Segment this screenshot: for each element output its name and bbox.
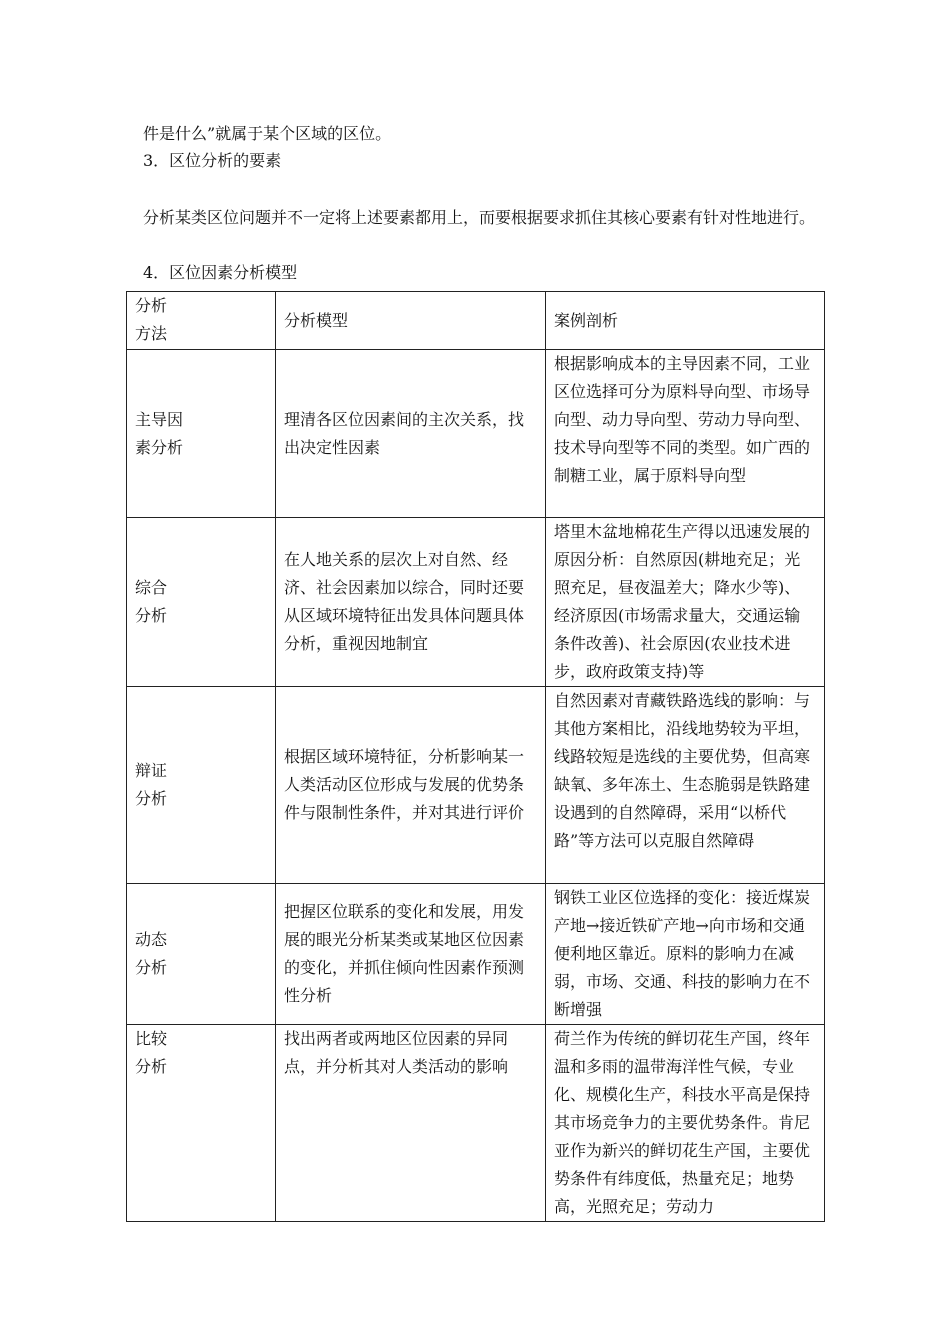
table-row bbox=[127, 1025, 825, 1222]
row-case: 自然因素对青藏铁路选线的影响：与其他方案相比，沿线地势较为平坦，线路较短是选线的主要优势，但高寒缺氧、多年冻土、生态脆弱是铁路建设遇到的自然障碍，采用“以桥代路”等方法可以克服自然障碍 bbox=[546, 687, 825, 884]
row-model: 把握区位联系的变化和发展，用发展的眼光分析某类或某地区位因素的变化，并抓住倾向性因素作预测性分析 bbox=[276, 884, 546, 1025]
location-factor-analysis-table bbox=[126, 291, 825, 1222]
header-model: 分析模型 bbox=[276, 292, 546, 350]
header-case: 案例剖析 bbox=[546, 292, 825, 350]
row-method: 主导因 素分析 bbox=[127, 350, 276, 518]
row-method: 动态 分析 bbox=[127, 884, 276, 1025]
table-header-row bbox=[127, 292, 825, 350]
row-case: 荷兰作为传统的鲜切花生产国，终年温和多雨的温带海洋性气候，专业化、规模化生产，科技水平高是保持其市场竞争力的主要优势条件。肯尼亚作为新兴的鲜切花生产国，主要优势条件有纬度低，热量充足；地势高，光照充足；劳动力 bbox=[546, 1025, 825, 1222]
row-method: 综合 分析 bbox=[127, 518, 276, 687]
row-case: 根据影响成本的主导因素不同，工业区位选择可分为原料导向型、市场导向型、动力导向型、劳动力导向型、技术导向型等不同的类型。如广西的制糖工业，属于原料导向型 bbox=[546, 350, 825, 518]
intro-continuation-text: 件是什么”就属于某个区域的区位。 bbox=[143, 124, 392, 143]
table-row bbox=[127, 518, 825, 687]
intro-paragraph: 分析某类区位问题并不一定将上述要素都用上，而要根据要求抓住其核心要素有针对性地进行。 bbox=[143, 208, 816, 227]
row-model: 找出两者或两地区位因素的异同点，并分析其对人类活动的影响 bbox=[276, 1025, 546, 1222]
row-case: 钢铁工业区位选择的变化：接近煤炭产地→接近铁矿产地→向市场和交通便利地区靠近。原料的影响力在减弱，市场、交通、科技的影响力在不断增强 bbox=[546, 884, 825, 1025]
header-method: 分析 方法 bbox=[127, 292, 276, 350]
table-row bbox=[127, 884, 825, 1025]
section-heading-4: 4．区位因素分析模型 bbox=[143, 263, 298, 282]
row-model: 理清各区位因素间的主次关系，找出决定性因素 bbox=[276, 350, 546, 518]
row-case: 塔里木盆地棉花生产得以迅速发展的原因分析：自然原因(耕地充足；光照充足，昼夜温差大；降水少等)、经济原因(市场需求量大，交通运输条件改善)、社会原因(农业技术进步，政府政策支持)等 bbox=[546, 518, 825, 687]
row-method: 辩证 分析 bbox=[127, 687, 276, 884]
table-row bbox=[127, 687, 825, 884]
section-heading-3: 3．区位分析的要素 bbox=[143, 151, 282, 170]
table-row bbox=[127, 350, 825, 518]
row-model: 根据区域环境特征，分析影响某一人类活动区位形成与发展的优势条件与限制性条件，并对其进行评价 bbox=[276, 687, 546, 884]
row-method: 比较 分析 bbox=[127, 1025, 276, 1222]
row-model: 在人地关系的层次上对自然、经济、社会因素加以综合，同时还要从区域环境特征出发具体问题具体分析，重视因地制宜 bbox=[276, 518, 546, 687]
